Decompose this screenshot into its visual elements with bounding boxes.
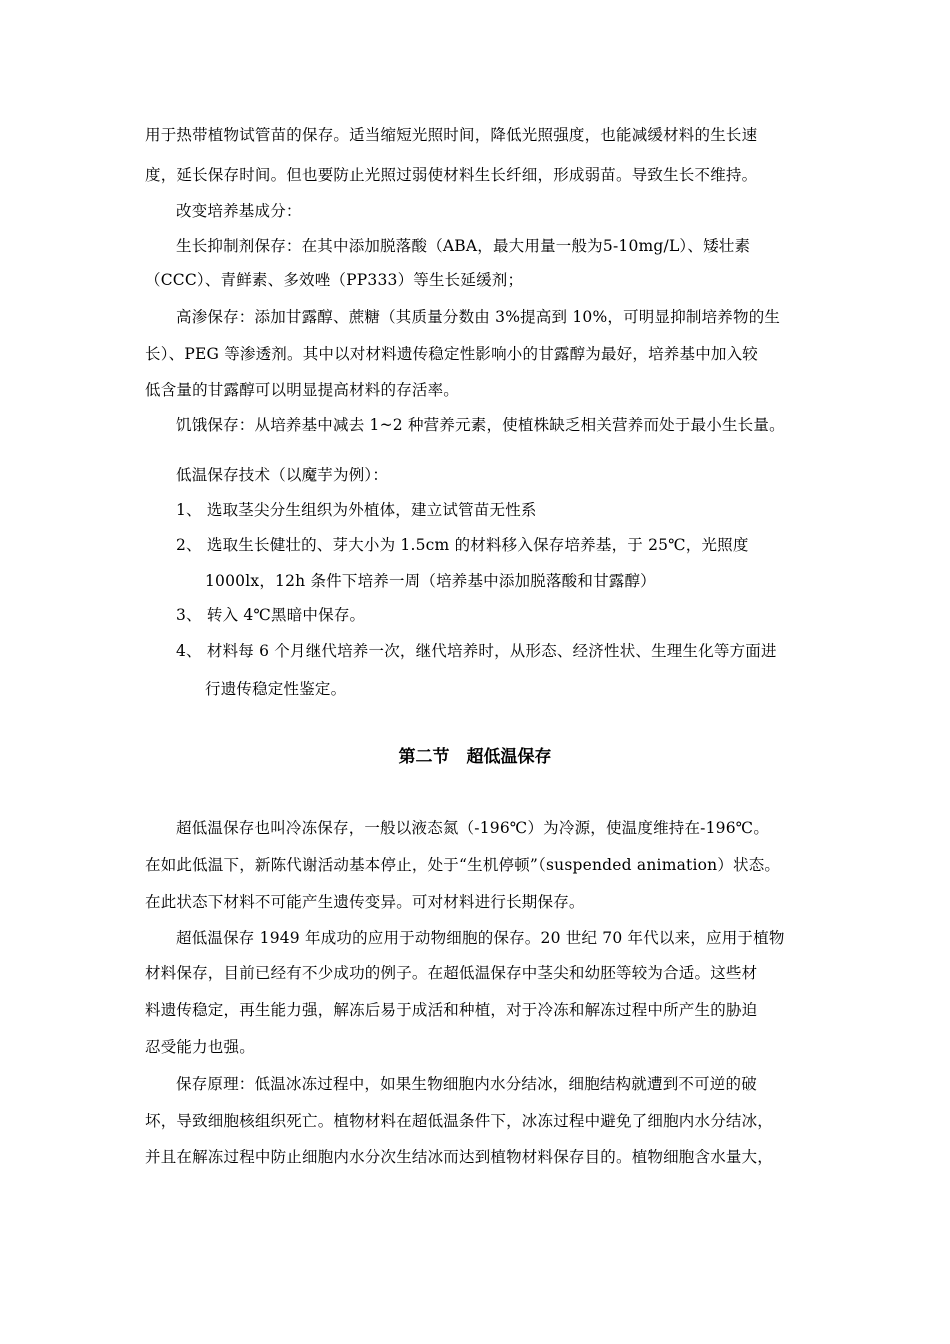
paragraph-line: 坏，导致细胞核组织死亡。植物材料在超低温条件下，冰冻过程中避免了细胞内水分结冰，	[145, 1112, 774, 1130]
list-item: 1、 选取茎尖分生组织为外植体，建立试管苗无性系	[176, 501, 537, 519]
paragraph-line: 改变培养基成分：	[176, 202, 302, 220]
paragraph-line: 保存原理：低温冰冻过程中，如果生物细胞内水分结冰，细胞结构就遭到不可逆的破	[176, 1075, 757, 1093]
list-item-continuation: 1000lx，12h 条件下培养一周（培养基中添加脱落酸和甘露醇）	[205, 572, 656, 590]
paragraph-line: 用于热带植物试管苗的保存。适当缩短光照时间，降低光照强度，也能减缓材料的生长速	[145, 126, 758, 144]
list-item-continuation: 行遗传稳定性鉴定。	[205, 680, 347, 698]
paragraph-line: 材料保存，目前已经有不少成功的例子。在超低温保存中茎尖和幼胚等较为合适。这些材	[145, 964, 758, 982]
paragraph-line: 度，延长保存时间。但也要防止光照过弱使材料生长纤细，形成弱苗。导致生长不维持。	[145, 166, 758, 184]
paragraph-line: 长）、PEG 等渗透剂。其中以对材料遗传稳定性影响小的甘露醇为最好，培养基中加入较	[145, 345, 759, 363]
paragraph-line: 料遗传稳定，再生能力强，解冻后易于成活和种植，对于冷冻和解冻过程中所产生的胁迫	[145, 1001, 758, 1019]
paragraph-line: 并且在解冻过程中防止细胞内水分次生结冰而达到植物材料保存目的。植物细胞含水量大，	[145, 1148, 774, 1166]
paragraph-line: （CCC）、青鲜素、多效唑（PP333）等生长延缓剂；	[145, 271, 524, 289]
paragraph-line: 在此状态下材料不可能产生遗传变异。可对材料进行长期保存。	[145, 893, 585, 911]
section-heading: 第二节 超低温保存	[398, 747, 552, 767]
paragraph-line: 低含量的甘露醇可以明显提高材料的存活率。	[145, 381, 460, 399]
paragraph-line: 饥饿保存：从培养基中减去 1~2 种营养元素，使植株缺乏相关营养而处于最小生长量。	[176, 416, 785, 434]
paragraph-line: 超低温保存 1949 年成功的应用于动物细胞的保存。20 世纪 70 年代以来，应用于植物	[176, 929, 785, 947]
list-title: 低温保存技术（以魔芋为例）：	[176, 466, 389, 484]
list-item: 3、 转入 4℃黑暗中保存。	[176, 606, 366, 624]
paragraph-line: 在如此低温下，新陈代谢活动基本停止，处于“生机停顿”（suspended animation）状态。	[145, 856, 781, 874]
list-item: 4、 材料每 6 个月继代培养一次，继代培养时，从形态、经济性状、生理生化等方面进	[176, 642, 777, 660]
paragraph-line: 高渗保存：添加甘露醇、蔗糖（其质量分数由 3%提高到 10%，可明显抑制培养物的生	[176, 308, 781, 326]
list-item: 2、 选取生长健壮的、芽大小为 1.5cm 的材料移入保存培养基，于 25℃，光照度	[176, 536, 749, 554]
paragraph-line: 生长抑制剂保存：在其中添加脱落酸（ABA，最大用量一般为5-10mg/L）、矮壮素	[176, 237, 751, 255]
paragraph-line: 超低温保存也叫冷冻保存，一般以液态氮（-196℃）为冷源，使温度维持在-196℃。	[176, 819, 770, 837]
paragraph-line: 忍受能力也强。	[145, 1038, 255, 1056]
